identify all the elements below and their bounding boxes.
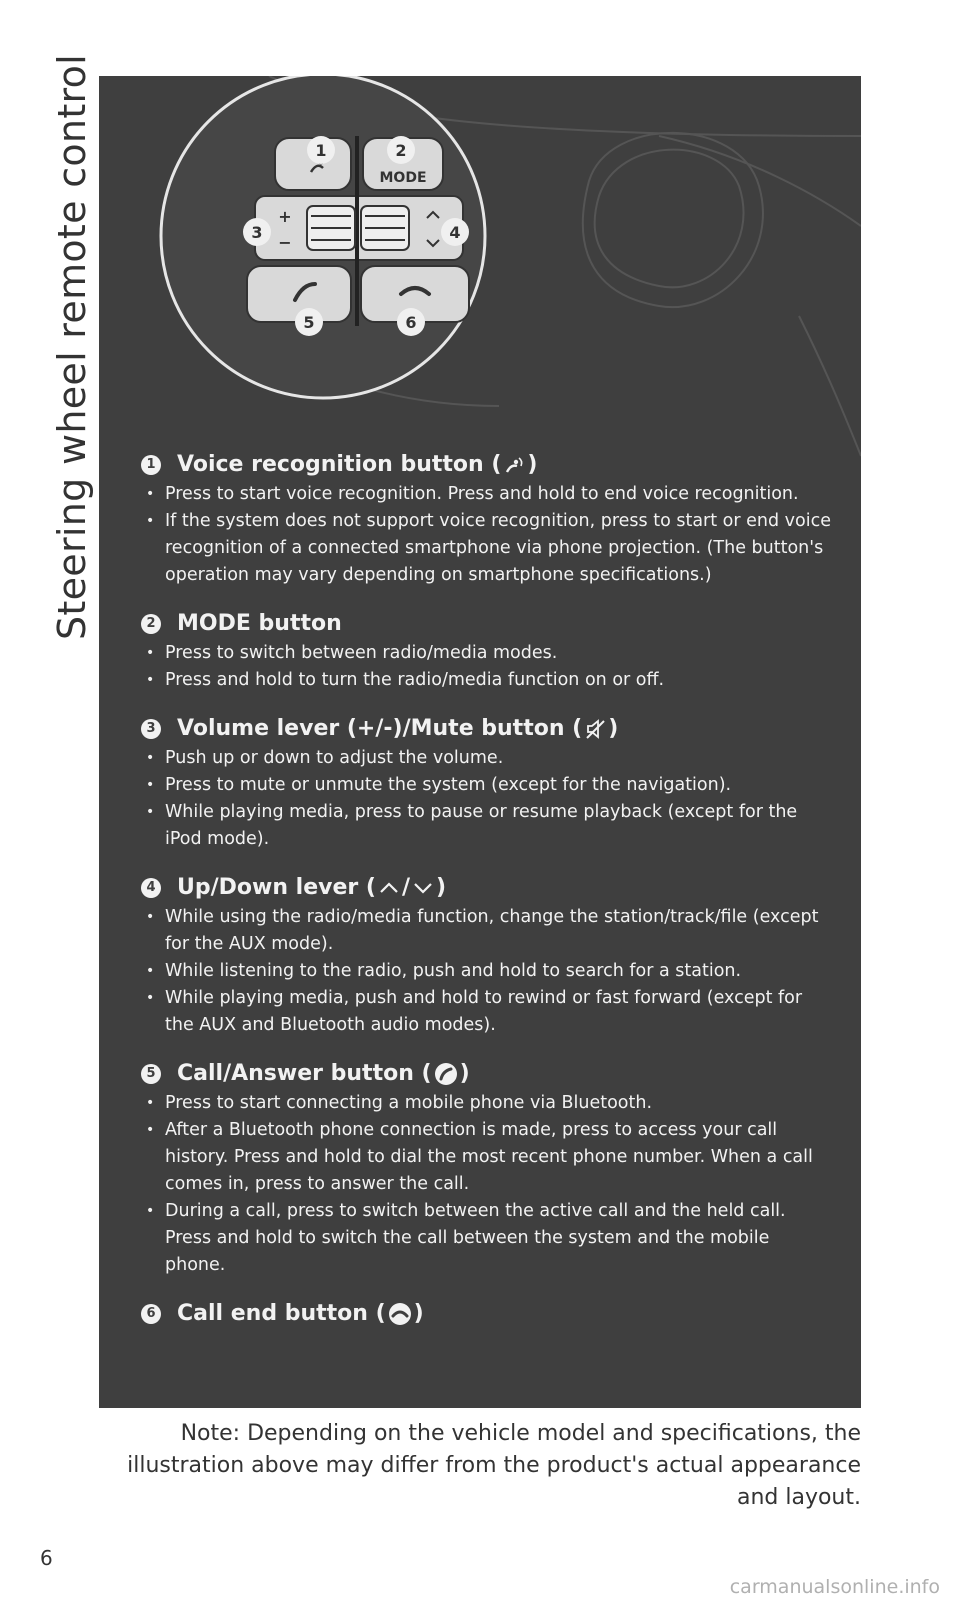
item-number: 3 xyxy=(141,719,161,739)
item-title-end: ) xyxy=(527,452,538,477)
callout-4: 4 xyxy=(449,223,461,242)
item-title: Voice recognition button ( xyxy=(177,452,502,477)
item-title-end: ) xyxy=(459,1061,470,1086)
item-up-down-lever xyxy=(141,873,831,1039)
callout-5: 5 xyxy=(303,313,315,332)
bullet: • Push up or down to adjust the volume. xyxy=(141,745,831,772)
bullet: • After a Bluetooth phone connection is made, press to access your call history. Press and hold to dial the most recent phone number. When a call comes in, press to answer the call. xyxy=(141,1117,831,1198)
item-title-end: ) xyxy=(608,716,619,741)
item-title: Volume lever (+/-)/Mute button ( xyxy=(177,716,583,741)
item-call-end xyxy=(141,1299,831,1329)
item-title-end: ) xyxy=(436,875,447,900)
steering-wheel-illustration xyxy=(99,76,861,476)
bullet: • Press to start voice recognition. Press and hold to end voice recognition. xyxy=(141,481,831,508)
minus-label: − xyxy=(278,233,292,252)
bullet: • While listening to the radio, push and hold to search for a station. xyxy=(141,958,831,985)
bullet: • Press to switch between radio/media modes. xyxy=(141,640,831,667)
bullet: • During a call, press to switch between the active call and the held call. Press and hold to switch the call between the system and the mobile phone. xyxy=(141,1198,831,1279)
item-voice-recognition xyxy=(141,450,831,589)
chevron-up-icon xyxy=(378,877,400,899)
item-title: MODE button xyxy=(177,611,342,636)
item-call-answer xyxy=(141,1059,831,1279)
item-title-end: ) xyxy=(413,1301,424,1326)
item-number: 4 xyxy=(141,878,161,898)
item-number: 1 xyxy=(141,455,161,475)
callout-1: 1 xyxy=(315,141,327,160)
bullet: • Press to mute or unmute the system (except for the navigation). xyxy=(141,772,831,799)
voice-recognition-icon xyxy=(503,454,525,476)
item-list xyxy=(141,450,831,1349)
mute-icon xyxy=(584,718,606,740)
item-title: Call end button ( xyxy=(177,1301,386,1326)
item-title: Up/Down lever ( xyxy=(177,875,376,900)
bullet: • If the system does not support voice recognition, press to start or end voice recognition of a connected smartphone via phone projection. (The button's operation may vary depending on smartphone specifications.) xyxy=(141,508,831,589)
button-cluster xyxy=(247,136,469,326)
illustration-note: Note: Depending on the vehicle model and specifications, the illustration above may differ from the product's actual appearance and layout. xyxy=(127,1421,861,1510)
bullet: • Press to start connecting a mobile phone via Bluetooth. xyxy=(141,1090,831,1117)
callout-6: 6 xyxy=(405,313,417,332)
bullet: • Press and hold to turn the radio/media function on or off. xyxy=(141,667,831,694)
item-title-mid: / xyxy=(401,875,411,900)
item-volume-mute xyxy=(141,714,831,853)
bullet: • While playing media, press to pause or resume playback (except for the iPod mode). xyxy=(141,799,831,853)
callout-2: 2 xyxy=(395,141,407,160)
callout-3: 3 xyxy=(251,223,263,242)
plus-label: + xyxy=(278,207,292,226)
item-mode-button xyxy=(141,609,831,694)
watermark: carmanualsonline.info xyxy=(729,1576,940,1598)
item-number: 5 xyxy=(141,1064,161,1084)
item-title: Call/Answer button ( xyxy=(177,1061,432,1086)
bullet: • While playing media, push and hold to rewind or fast forward (except for the AUX and Bluetooth audio modes). xyxy=(141,985,831,1039)
side-title: Steering wheel remote control xyxy=(50,53,94,640)
chevron-down-icon xyxy=(412,877,434,899)
item-number: 2 xyxy=(141,614,161,634)
bullet: • While using the radio/media function, change the station/track/file (except for the AUX mode). xyxy=(141,904,831,958)
call-end-icon xyxy=(388,1303,412,1325)
mode-label: MODE xyxy=(379,170,427,186)
item-number: 6 xyxy=(141,1304,161,1324)
content-panel xyxy=(99,76,861,1408)
call-icon xyxy=(434,1063,458,1085)
page-number: 6 xyxy=(40,1546,53,1570)
